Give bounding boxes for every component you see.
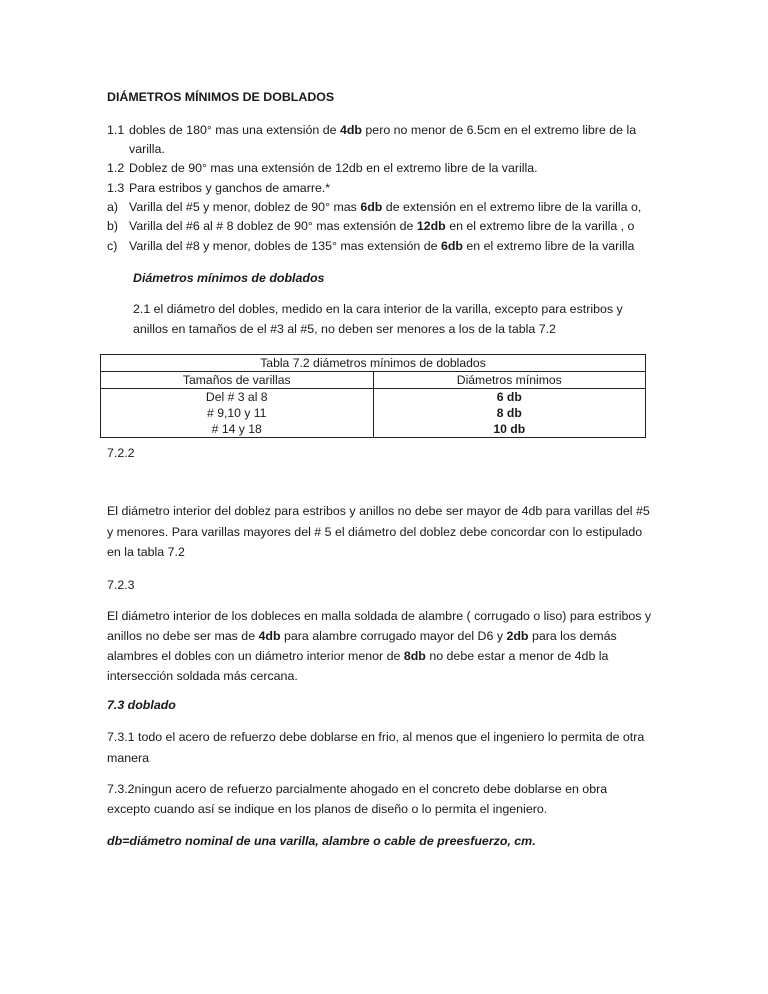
bold-text: 2db — [506, 629, 529, 643]
table-header: Diámetros mínimos — [373, 372, 646, 389]
para-7-2-2-line: y menores. Para varillas mayores del # 5 el diámetro del doblez debe concordar con lo estipulado — [107, 525, 643, 539]
table-cell: 6 db — [496, 390, 522, 404]
text-run: Doblez de 90° mas una extensión de 12db en el extremo libre de la varilla. — [129, 161, 538, 175]
table-cell: # 9,10 y 11 — [207, 406, 267, 420]
footnote: db=diámetro nominal de una varilla, alambre o cable de preesfuerzo, cm. — [107, 834, 536, 848]
list-item-text — [129, 122, 636, 138]
para-7-3-2-line: excepto cuando así se indique en los planos de diseño o lo permita el ingeniero. — [107, 802, 548, 816]
para-7-2-3-line — [107, 608, 651, 624]
text-run: Varilla del #6 al # 8 doblez de 90° mas extensión de — [129, 219, 417, 233]
list-item-continuation: varilla. — [129, 142, 165, 156]
text-run: intersección soldada más cercana. — [107, 669, 298, 683]
table-cell: # 14 y 18 — [211, 422, 262, 436]
table-cell: 10 db — [493, 422, 526, 436]
list-number: a) — [107, 200, 119, 214]
text-run: para alambre corrugado mayor del D6 y — [280, 629, 507, 643]
section-heading: 7.2.2 — [107, 446, 135, 460]
page-title: DIÁMETROS MÍNIMOS DE DOBLADOS — [107, 90, 335, 104]
table-caption: Tabla 7.2 diámetros mínimos de doblados — [101, 355, 646, 372]
para-2-1-line: anillos en tamaños de el #3 al #5, no deben ser menores a los de la tabla 7.2 — [133, 322, 556, 336]
table-cell-diameters — [373, 389, 646, 438]
text-run: dobles de 180° mas una extensión de — [129, 123, 340, 137]
text-run: para los demás — [528, 629, 617, 643]
text-run: Para estribos y ganchos de amarre.* — [129, 181, 331, 195]
section-heading: 7.3 doblado — [107, 698, 176, 712]
text-run: alambres el dobles con un diámetro interior menor de — [107, 649, 404, 663]
text-run: anillos no debe ser mas de — [107, 629, 259, 643]
text-run: en el extremo libre de la varilla , o — [445, 219, 635, 233]
list-item-text — [129, 218, 634, 234]
table-7-2 — [100, 354, 646, 438]
list-number: 1.3 — [107, 181, 125, 195]
list-item-text — [129, 199, 641, 215]
text-run: de extensión en el extremo libre de la varilla o, — [382, 200, 642, 214]
para-7-3-1-line: 7.3.1 todo el acero de refuerzo debe doblarse en frio, al menos que el ingeniero lo permita de otra — [107, 730, 645, 744]
para-7-3-2-line: 7.3.2ningun acero de refuerzo parcialmente ahogado en el concreto debe doblarse en obra — [107, 782, 608, 796]
para-7-2-3-line — [107, 648, 608, 664]
list-item-text — [129, 180, 330, 196]
section-heading: 7.2.3 — [107, 578, 135, 592]
table-header: Tamaños de varillas — [101, 372, 374, 389]
bold-text: 6db — [360, 200, 383, 214]
para-2-1-line: 2.1 el diámetro del dobles, medido en la cara interior de la varilla, excepto para estribos y — [133, 302, 623, 316]
table-cell-sizes — [101, 389, 374, 438]
bold-text: 4db — [258, 629, 281, 643]
list-number: b) — [107, 219, 119, 233]
para-7-2-3-line — [107, 668, 298, 684]
text-run: en el extremo libre de la varilla — [462, 239, 635, 253]
para-7-2-2-line: en la tabla 7.2 — [107, 545, 185, 559]
table-cell: 8 db — [496, 406, 522, 420]
bold-text: 4db — [339, 123, 362, 137]
list-number: 1.1 — [107, 123, 125, 137]
subtitle: Diámetros mínimos de doblados — [133, 271, 325, 285]
text-run: Varilla del #8 y menor, dobles de 135° mas extensión de — [129, 239, 441, 253]
bold-text: 12db — [416, 219, 446, 233]
list-item-text — [129, 238, 634, 254]
table-cell: Del # 3 al 8 — [205, 390, 268, 404]
list-item-text — [129, 160, 538, 176]
para-7-2-3-line — [107, 628, 617, 644]
list-number: c) — [107, 239, 118, 253]
bold-text: 6db — [440, 239, 463, 253]
bold-text: 8db — [403, 649, 426, 663]
list-number: 1.2 — [107, 161, 125, 175]
text-run: no debe estar a menor de 4db la — [425, 649, 609, 663]
text-run: pero no menor de 6.5cm en el extremo libre de la — [361, 123, 637, 137]
text-run: El diámetro interior de los dobleces en malla soldada de alambre ( corrugado o liso) para estribos y — [107, 609, 652, 623]
text-run: Varilla del #5 y menor, doblez de 90° mas — [129, 200, 361, 214]
para-7-2-2-line: El diámetro interior del doblez para estribos y anillos no debe ser mayor de 4db para varillas del #5 — [107, 504, 650, 518]
para-7-3-1-line: manera — [107, 751, 150, 765]
